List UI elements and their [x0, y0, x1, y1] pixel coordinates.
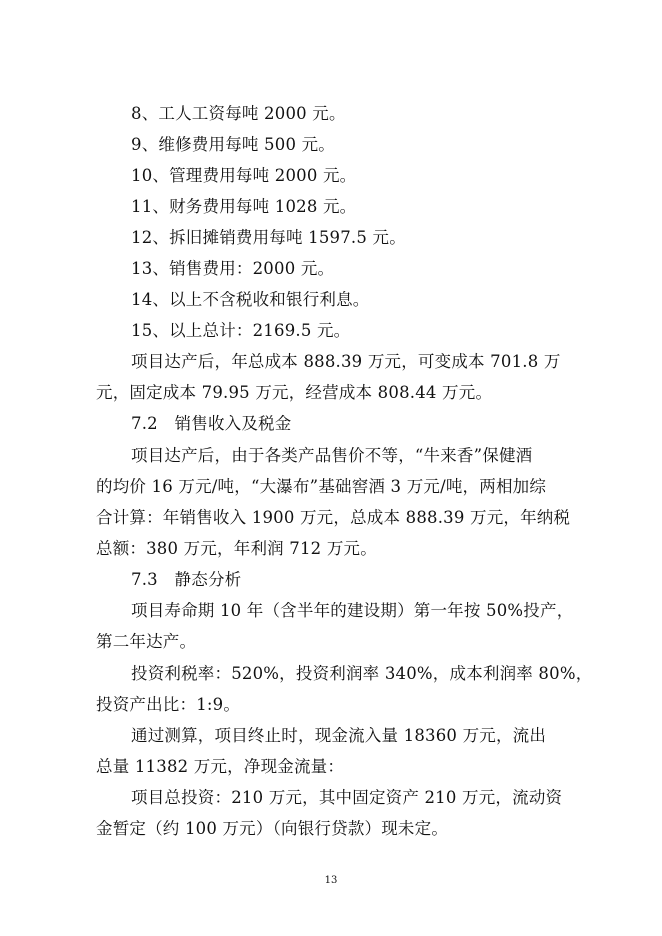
page-number: 13	[324, 875, 338, 886]
paragraph-line: 金暂定（约 100 万元）（向银行贷款）现未定。	[96, 819, 449, 838]
cost-item-13: 13、销售费用：2000 元。	[131, 259, 335, 278]
cost-item-10: 10、管理费用每吨 2000 元。	[131, 166, 357, 185]
paragraph-line: 第二年达产。	[96, 632, 197, 651]
paragraph-line: 合计算：年销售收入 1900 万元，总成本 888.39 万元，年纳税	[96, 508, 571, 527]
cost-item-12: 12、拆旧摊销费用每吨 1597.5 元。	[131, 228, 406, 247]
cost-item-9: 9、维修费用每吨 500 元。	[131, 135, 335, 154]
paragraph-line: 项目总投资：210 万元，其中固定资产 210 万元，流动资	[131, 788, 563, 807]
paragraph-line: 项目达产后，由于各类产品售价不等，“牛来香”保健酒	[131, 446, 533, 465]
paragraph-line: 投资利税率：520%，投资利润率 340%，成本利润率 80%，	[131, 664, 593, 683]
section-heading-7-3: 7.3 静态分析	[131, 570, 242, 589]
cost-item-15: 15、以上总计：2169.5 元。	[131, 321, 351, 340]
paragraph-line: 项目达产后，年总成本 888.39 万元，可变成本 701.8 万	[131, 352, 561, 371]
paragraph-line: 总量 11382 万元，净现金流量：	[96, 757, 345, 776]
paragraph-line: 元，固定成本 79.95 万元，经营成本 808.44 万元。	[96, 383, 493, 402]
paragraph-line: 投资产出比：1:9。	[96, 695, 241, 714]
cost-item-14: 14、以上不含税收和银行利息。	[131, 290, 370, 309]
paragraph-line: 总额：380 万元，年利润 712 万元。	[96, 539, 377, 558]
cost-item-11: 11、财务费用每吨 1028 元。	[131, 197, 357, 216]
paragraph-line: 通过测算，项目终止时，现金流入量 18360 万元，流出	[131, 726, 547, 745]
paragraph-line: 的均价 16 万元/吨，“大瀑布”基础窖酒 3 万元/吨，两相加综	[96, 477, 547, 496]
cost-item-8: 8、工人工资每吨 2000 元。	[131, 104, 346, 123]
section-heading-7-2: 7.2 销售收入及税金	[131, 414, 292, 433]
paragraph-line: 项目寿命期 10 年（含半年的建设期）第一年按 50%投产，	[131, 601, 574, 620]
